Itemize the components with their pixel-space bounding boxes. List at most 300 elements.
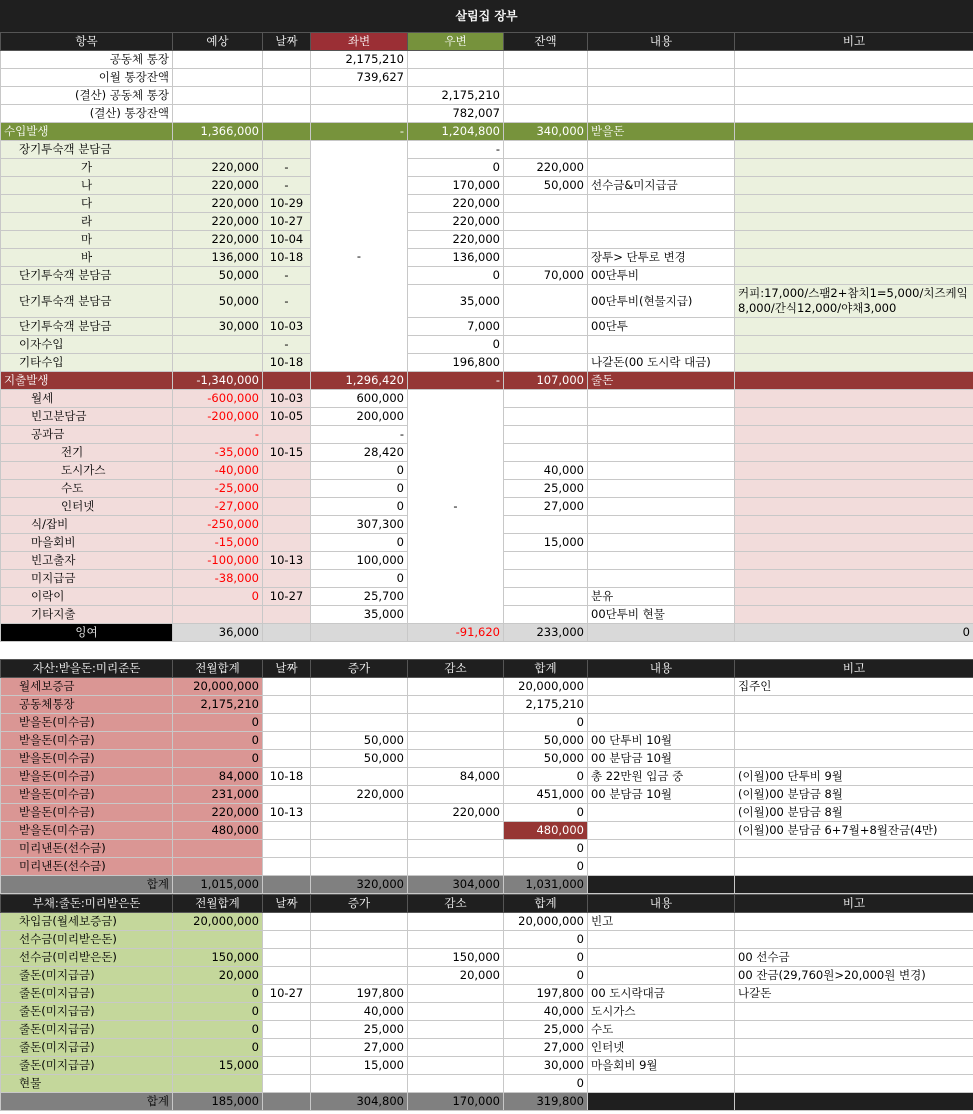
right-cell: 170,000 (408, 177, 504, 195)
item-cell: 줄돈(미지급금) (1, 967, 173, 985)
balance-cell (504, 87, 588, 105)
prev-cell (173, 858, 263, 876)
inc-cell: 50,000 (311, 750, 408, 768)
date-cell (263, 931, 311, 949)
prev-cell: 0 (173, 750, 263, 768)
content-cell (588, 105, 735, 123)
note-cell (735, 195, 973, 213)
prev-cell (173, 840, 263, 858)
dec-cell: 150,000 (408, 949, 504, 967)
total-cell: 0 (504, 840, 588, 858)
balance-cell (504, 249, 588, 267)
content-cell (588, 231, 735, 249)
date-cell: 10-04 (263, 231, 311, 249)
dec-cell (408, 786, 504, 804)
dec-cell (408, 714, 504, 732)
date-cell (263, 1021, 311, 1039)
expected-cell: 136,000 (173, 249, 263, 267)
expected-cell: -100,000 (173, 552, 263, 570)
date-cell: 10-05 (263, 408, 311, 426)
balance-cell: 27,000 (504, 498, 588, 516)
content-cell (588, 534, 735, 552)
balance-cell: 70,000 (504, 267, 588, 285)
expected-cell (173, 69, 263, 87)
content-cell: 선수금&미지급금 (588, 177, 735, 195)
right-cell: 35,000 (408, 285, 504, 318)
note-cell: 00 잔금(29,760원>20,000원 변경) (735, 967, 973, 985)
expense-row (1, 390, 973, 408)
assets-row (1, 804, 973, 822)
right-cell: - (408, 390, 504, 624)
total-cell: 0 (504, 1075, 588, 1093)
content-cell (588, 336, 735, 354)
ledger-header-row (1, 33, 973, 51)
note-cell (735, 858, 973, 876)
right-cell: 0 (408, 336, 504, 354)
liabilities-row (1, 949, 973, 967)
prev-cell: 480,000 (173, 822, 263, 840)
content-cell (588, 498, 735, 516)
header-item: 항목 (1, 33, 173, 51)
item-cell: 줄돈(미지급금) (1, 985, 173, 1003)
date-cell (263, 534, 311, 552)
dec-cell: 84,000 (408, 768, 504, 786)
date-cell: 10-13 (263, 804, 311, 822)
dec-cell: 20,000 (408, 967, 504, 985)
item-cell: 받을돈(미수금) (1, 804, 173, 822)
dec-cell (408, 678, 504, 696)
right-cell: 136,000 (408, 249, 504, 267)
content-cell: 00 단투비 10월 (588, 732, 735, 750)
assets-row (1, 786, 973, 804)
prev-cell: 20,000 (173, 967, 263, 985)
note-cell (735, 87, 973, 105)
date-cell: - (263, 177, 311, 195)
note-cell (735, 913, 973, 931)
expected-cell (173, 87, 263, 105)
date-cell (263, 480, 311, 498)
header-content: 내용 (588, 895, 735, 913)
inc-cell: 25,000 (311, 1021, 408, 1039)
item-cell: 식/잡비 (1, 516, 173, 534)
note-cell (735, 498, 973, 516)
income-row (1, 159, 973, 177)
item-cell: 잉여 (1, 624, 173, 642)
date-cell (263, 624, 311, 642)
content-cell (588, 714, 735, 732)
income-row (1, 318, 973, 336)
note-cell (735, 390, 973, 408)
assets-row (1, 840, 973, 858)
content-cell: 나갈돈(00 도시락 대금) (588, 354, 735, 372)
balance-cell (504, 354, 588, 372)
content-cell (588, 516, 735, 534)
note-cell (735, 336, 973, 354)
content-cell (588, 876, 735, 894)
prev-cell: 20,000,000 (173, 913, 263, 931)
header-note: 비고 (735, 895, 973, 913)
total-cell: 319,800 (504, 1093, 588, 1111)
note-cell (735, 876, 973, 894)
income-row (1, 285, 973, 318)
date-cell: 10-18 (263, 354, 311, 372)
dec-cell (408, 1057, 504, 1075)
note-cell (735, 267, 973, 285)
left-cell: 28,420 (311, 444, 408, 462)
content-cell: 00단투비 (588, 267, 735, 285)
right-cell: 7,000 (408, 318, 504, 336)
header-expected: 예상 (173, 33, 263, 51)
balance-cell (504, 336, 588, 354)
liabilities-row (1, 967, 973, 985)
note-cell (735, 534, 973, 552)
date-cell (263, 678, 311, 696)
header-item: 자산:받을돈:미리준돈 (1, 660, 173, 678)
item-cell: 마을회비 (1, 534, 173, 552)
inc-cell (311, 804, 408, 822)
date-cell: 10-18 (263, 249, 311, 267)
content-cell: 00 도시락대금 (588, 985, 735, 1003)
expected-cell: 220,000 (173, 159, 263, 177)
note-cell (735, 570, 973, 588)
date-cell: 10-27 (263, 213, 311, 231)
content-cell (588, 426, 735, 444)
date-cell (263, 87, 311, 105)
date-cell (263, 750, 311, 768)
liabilities-table (0, 894, 973, 1111)
item-cell: 현물 (1, 1075, 173, 1093)
income-summary-row (1, 123, 973, 141)
date-cell: - (263, 267, 311, 285)
content-cell: 00단투비 현물 (588, 606, 735, 624)
header-prev: 전월합계 (173, 660, 263, 678)
dec-cell (408, 985, 504, 1003)
prev-cell: 150,000 (173, 949, 263, 967)
prev-cell: 0 (173, 1003, 263, 1021)
income-row (1, 249, 973, 267)
content-cell (588, 462, 735, 480)
date-cell (263, 732, 311, 750)
assets-row (1, 714, 973, 732)
date-cell (263, 462, 311, 480)
item-cell: 줄돈(미지급금) (1, 1021, 173, 1039)
right-cell: - (408, 141, 504, 159)
inc-cell: 197,800 (311, 985, 408, 1003)
header-content: 내용 (588, 33, 735, 51)
date-cell (263, 967, 311, 985)
balance-cell (504, 51, 588, 69)
date-cell (263, 840, 311, 858)
left-cell (311, 105, 408, 123)
total-cell: 0 (504, 858, 588, 876)
date-cell: 10-27 (263, 985, 311, 1003)
item-cell: (결산) 공동체 통장 (1, 87, 173, 105)
total-cell: 27,000 (504, 1039, 588, 1057)
date-cell: 10-27 (263, 588, 311, 606)
item-cell: 받을돈(미수금) (1, 732, 173, 750)
content-cell (588, 624, 735, 642)
expected-cell: 0 (173, 588, 263, 606)
dec-cell (408, 931, 504, 949)
liabilities-row (1, 1003, 973, 1021)
content-cell (588, 822, 735, 840)
assets-row (1, 750, 973, 768)
item-cell: 월세보증금 (1, 678, 173, 696)
item-cell: 공동체통장 (1, 696, 173, 714)
expected-cell: 220,000 (173, 213, 263, 231)
note-cell: (이월)00 분담금 8월 (735, 786, 973, 804)
assets-total-row (1, 876, 973, 894)
date-cell: 10-03 (263, 390, 311, 408)
date-cell (263, 1039, 311, 1057)
item-cell: 미리낸돈(선수금) (1, 840, 173, 858)
right-cell: 220,000 (408, 195, 504, 213)
content-cell: 줄돈 (588, 372, 735, 390)
expected-cell (173, 105, 263, 123)
item-cell: 도시가스 (1, 462, 173, 480)
note-cell (735, 69, 973, 87)
left-cell (311, 87, 408, 105)
expected-cell: -1,340,000 (173, 372, 263, 390)
item-cell: 빈고출자 (1, 552, 173, 570)
note-cell: (이월)00 분담금 8월 (735, 804, 973, 822)
content-cell (588, 408, 735, 426)
total-cell: 451,000 (504, 786, 588, 804)
item-cell: 이자수입 (1, 336, 173, 354)
opening-row (1, 105, 973, 123)
header-left: 좌변 (311, 33, 408, 51)
left-cell: 0 (311, 498, 408, 516)
balance-cell (504, 588, 588, 606)
date-cell (263, 372, 311, 390)
content-cell: 00 분담금 10월 (588, 786, 735, 804)
item-cell: 나 (1, 177, 173, 195)
item-cell: 바 (1, 249, 173, 267)
prev-cell (173, 931, 263, 949)
header-note: 비고 (735, 33, 973, 51)
date-cell: - (263, 159, 311, 177)
expected-cell: -15,000 (173, 534, 263, 552)
spacer (1, 642, 973, 660)
content-cell: 빈고 (588, 913, 735, 931)
content-cell (588, 69, 735, 87)
item-cell: 장기투숙객 분담금 (1, 141, 173, 159)
prev-cell: 1,015,000 (173, 876, 263, 894)
note-cell (735, 408, 973, 426)
income-row (1, 177, 973, 195)
liabilities-row (1, 1057, 973, 1075)
balance-cell (504, 231, 588, 249)
content-cell (588, 967, 735, 985)
content-cell (588, 213, 735, 231)
note-cell (735, 714, 973, 732)
content-cell (588, 552, 735, 570)
content-cell (588, 51, 735, 69)
date-cell (263, 913, 311, 931)
expected-cell: 36,000 (173, 624, 263, 642)
content-cell: 00단투비(현물지급) (588, 285, 735, 318)
content-cell (588, 858, 735, 876)
dec-cell (408, 732, 504, 750)
assets-row (1, 858, 973, 876)
balance-cell: 15,000 (504, 534, 588, 552)
dec-cell (408, 1039, 504, 1057)
note-cell (735, 444, 973, 462)
left-cell: 600,000 (311, 390, 408, 408)
date-cell: 10-13 (263, 552, 311, 570)
note-cell: (이월)00 단투비 9월 (735, 768, 973, 786)
date-cell (263, 606, 311, 624)
note-cell: 커피:17,000/스팸2+참치1=5,000/치즈케잌8,000/간식12,000/야채3,000 (735, 285, 973, 318)
income-row (1, 213, 973, 231)
date-cell (263, 69, 311, 87)
content-cell: 00단투 (588, 318, 735, 336)
content-cell: 수도 (588, 1021, 735, 1039)
expense-summary-row (1, 372, 973, 390)
date-cell (263, 949, 311, 967)
dec-cell (408, 822, 504, 840)
item-cell: 라 (1, 213, 173, 231)
left-cell: 307,300 (311, 516, 408, 534)
total-cell: 197,800 (504, 985, 588, 1003)
expected-cell: -27,000 (173, 498, 263, 516)
dec-cell (408, 913, 504, 931)
right-cell (408, 69, 504, 87)
expected-cell: 50,000 (173, 285, 263, 318)
balance-cell (504, 552, 588, 570)
item-cell: 선수금(미리받은돈) (1, 949, 173, 967)
inc-cell: 40,000 (311, 1003, 408, 1021)
content-cell (588, 931, 735, 949)
assets-row (1, 732, 973, 750)
item-cell: 줄돈(미지급금) (1, 1057, 173, 1075)
header-total: 합계 (504, 660, 588, 678)
balance-cell: 50,000 (504, 177, 588, 195)
assets-row (1, 678, 973, 696)
note-cell (735, 1021, 973, 1039)
right-cell: 196,800 (408, 354, 504, 372)
liabilities-total-row (1, 1093, 973, 1111)
content-cell (588, 87, 735, 105)
note-cell (735, 105, 973, 123)
income-row (1, 195, 973, 213)
opening-row (1, 51, 973, 69)
left-cell: 25,700 (311, 588, 408, 606)
date-cell (263, 1075, 311, 1093)
date-cell (263, 426, 311, 444)
liabilities-row (1, 985, 973, 1003)
item-cell: 미리낸돈(선수금) (1, 858, 173, 876)
item-cell: 줄돈(미지급금) (1, 1003, 173, 1021)
balance-cell: 107,000 (504, 372, 588, 390)
balance-cell (504, 426, 588, 444)
header-dec: 감소 (408, 895, 504, 913)
header-date: 날짜 (263, 660, 311, 678)
liabilities-row (1, 1039, 973, 1057)
date-cell (263, 516, 311, 534)
total-cell: 2,175,210 (504, 696, 588, 714)
prev-cell: 220,000 (173, 804, 263, 822)
note-cell (735, 750, 973, 768)
note-cell (735, 141, 973, 159)
content-cell (588, 390, 735, 408)
inc-cell: 320,000 (311, 876, 408, 894)
inc-cell: 27,000 (311, 1039, 408, 1057)
balance-cell (504, 408, 588, 426)
expected-cell: - (173, 426, 263, 444)
date-cell (263, 696, 311, 714)
date-cell (263, 498, 311, 516)
content-cell: 인터넷 (588, 1039, 735, 1057)
note-cell (735, 51, 973, 69)
content-cell: 마을회비 9월 (588, 1057, 735, 1075)
content-cell (588, 696, 735, 714)
liabilities-row (1, 931, 973, 949)
item-cell: 이월 통장잔액 (1, 69, 173, 87)
header-right: 우변 (408, 33, 504, 51)
expected-cell (173, 606, 263, 624)
left-cell: 0 (311, 462, 408, 480)
assets-row (1, 768, 973, 786)
date-cell (263, 786, 311, 804)
item-cell: 이락이 (1, 588, 173, 606)
balance-cell (504, 390, 588, 408)
note-cell (735, 372, 973, 390)
content-cell: 장투> 단투로 변경 (588, 249, 735, 267)
date-cell (263, 1003, 311, 1021)
liabilities-row (1, 913, 973, 931)
inc-cell (311, 967, 408, 985)
prev-cell: 231,000 (173, 786, 263, 804)
balance-cell (504, 195, 588, 213)
left-cell: - (311, 123, 408, 141)
prev-cell: 0 (173, 1039, 263, 1057)
income-row (1, 267, 973, 285)
total-cell: 30,000 (504, 1057, 588, 1075)
right-cell: 0 (408, 159, 504, 177)
prev-cell: 20,000,000 (173, 678, 263, 696)
prev-cell: 0 (173, 1021, 263, 1039)
date-cell: 10-18 (263, 768, 311, 786)
header-inc: 증가 (311, 895, 408, 913)
inc-cell (311, 768, 408, 786)
expected-cell (173, 51, 263, 69)
dec-cell (408, 858, 504, 876)
dec-cell (408, 1021, 504, 1039)
content-cell (588, 678, 735, 696)
prev-cell: 0 (173, 714, 263, 732)
total-cell: 480,000 (504, 822, 588, 840)
dec-cell (408, 840, 504, 858)
liabilities-row (1, 1021, 973, 1039)
date-cell (263, 858, 311, 876)
total-cell: 50,000 (504, 732, 588, 750)
item-cell: 공동체 통장 (1, 51, 173, 69)
date-cell (263, 876, 311, 894)
header-total: 합계 (504, 895, 588, 913)
right-cell: 782,007 (408, 105, 504, 123)
header-inc: 증가 (311, 660, 408, 678)
inc-cell (311, 678, 408, 696)
balance-cell (504, 285, 588, 318)
dec-cell (408, 750, 504, 768)
item-cell: 선수금(미리받은돈) (1, 931, 173, 949)
left-cell: 200,000 (311, 408, 408, 426)
item-cell: 받을돈(미수금) (1, 750, 173, 768)
content-cell (588, 444, 735, 462)
content-cell (588, 804, 735, 822)
content-cell (588, 949, 735, 967)
